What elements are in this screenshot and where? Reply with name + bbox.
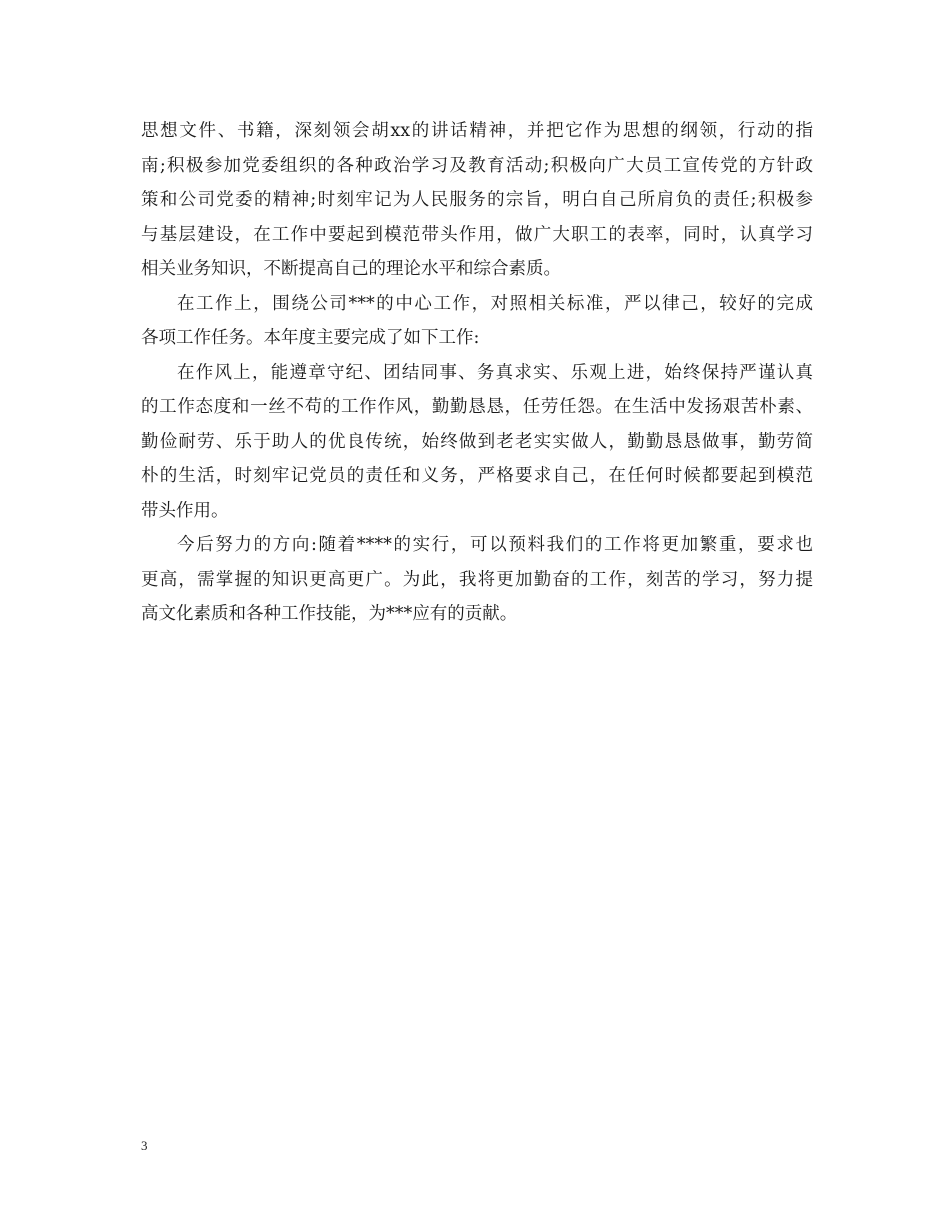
text-line: 策和公司党委的精神;时刻牢记为人民服务的宗旨，明白自己所肩负的责任;积极参	[141, 190, 813, 210]
paragraph-first-line: 在作风上，能遵章守纪、团结同事、务真求实、乐观上进，始终保持严谨认真	[177, 362, 813, 383]
text-line: 的工作态度和一丝不苟的工作作风，勤勤恳恳，任劳任怨。在生活中发扬艰苦朴素、	[141, 397, 813, 417]
paragraph-first-line: 今后努力的方向:随着****的实行，可以预料我们的工作将更加繁重，要求也	[177, 535, 813, 555]
text-line: 勤俭耐劳、乐于助人的优良传统，始终做到老老实实做人，勤勤恳恳做事，勤劳简	[141, 431, 813, 452]
document-body	[141, 114, 813, 632]
text-line: 高文化素质和各种工作技能，为***应有的贡献。	[141, 604, 518, 624]
page-number: 3	[141, 1138, 148, 1153]
text-line: 思想文件、书籍，深刻领会胡xx的讲话精神，并把它作为思想的纲领，行动的指	[141, 121, 813, 141]
text-line: 南;积极参加党委组织的各种政治学习及教育活动;积极向广大员工宣传党的方针政	[141, 155, 813, 176]
paragraph-first-line: 在工作上，围绕公司***的中心工作，对照相关标准，严以律己，较好的完成	[177, 293, 813, 314]
text-line: 各项工作任务。本年度主要完成了如下工作:	[141, 328, 480, 348]
text-line: 带头作用。	[141, 500, 229, 521]
text-line: 更高，需掌握的知识更高更广。为此，我将更加勤奋的工作，刻苦的学习，努力提	[141, 569, 813, 590]
text-line: 与基层建设，在工作中要起到模范带头作用，做广大职工的表率，同时，认真学习	[141, 224, 813, 245]
text-line: 朴的生活，时刻牢记党员的责任和义务，严格要求自己，在任何时候都要起到模范	[141, 466, 813, 486]
text-line: 相关业务知识，不断提高自己的理论水平和综合素质。	[141, 259, 561, 279]
